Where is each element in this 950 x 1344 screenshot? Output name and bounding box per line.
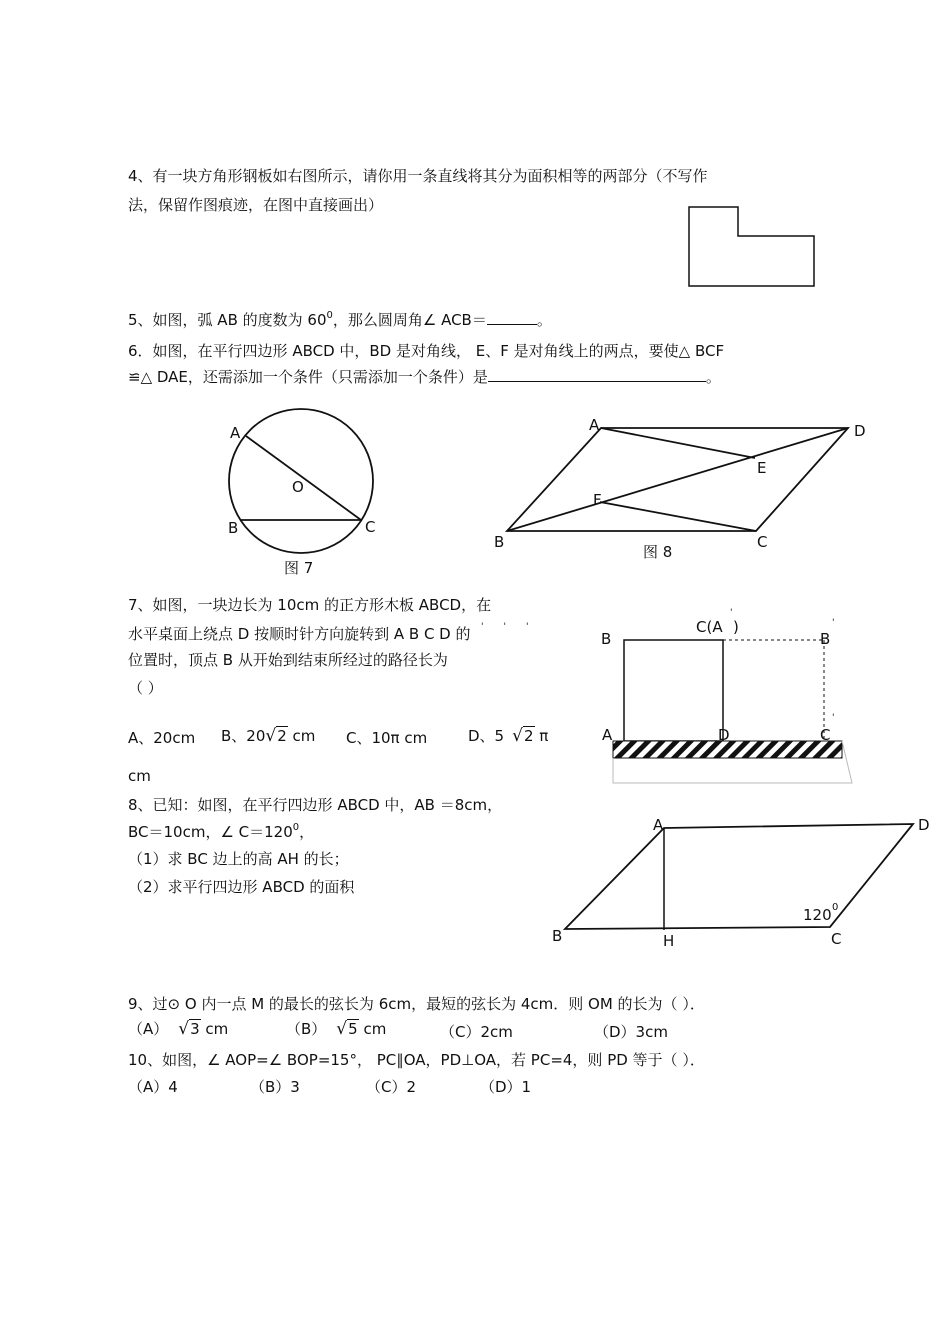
q4-line2: 法，保留作图痕迹，在图中直接画出） (128, 196, 384, 214)
q9-line1: 9、过⊙ O 内一点 M 的最长的弦长为 6cm，最短的弦长为 4cm．则 OM 的长为（ ）． (128, 995, 705, 1013)
q7-label-ca: C(A (696, 618, 723, 636)
q8-parallelogram (565, 824, 913, 929)
q8-label-b: B (552, 927, 563, 945)
q7-label-b: B (601, 630, 612, 648)
fig8-label-a: A (589, 416, 600, 434)
q10-option-d: （D）1 (480, 1078, 532, 1096)
q6-line1: 6．如图，在平行四边形 ABCD 中，BD 是对角线， E、F 是对角线上的两点，要使△ BCF (128, 342, 725, 360)
q8-line4: （2）求平行四边形 ABCD 的面积 (128, 878, 355, 896)
q8-label-c: C (831, 930, 842, 948)
fig8-caption: 图 8 (643, 543, 673, 561)
q5-sup: 0 (326, 310, 333, 321)
q7-option-a: A、20cm (128, 729, 196, 747)
q8-label-angle-sup: 0 (832, 902, 839, 913)
q8-line1: 8、已知：如图，在平行四边形 ABCD 中，AB ＝8cm， (128, 796, 503, 814)
q7-label-b2: B (820, 630, 831, 648)
q8-label-h: H (663, 932, 675, 950)
q8-label-a: A (653, 816, 664, 834)
q7-primes: ' ' ' (481, 622, 529, 632)
fig8-label-c: C (757, 533, 768, 551)
fig8-label-f: F (593, 491, 602, 509)
fig8-label-d: D (854, 422, 866, 440)
q4-l-shape-plate[interactable] (689, 207, 814, 286)
fig7-caption: 图 7 (284, 559, 314, 577)
q8-label-d: D (918, 816, 930, 834)
q6-line2-end: 。 (705, 368, 721, 386)
q5-post: ，那么圆周角∠ ACB＝ (332, 311, 487, 329)
q9-option-b: （B） √5 cm (286, 1019, 387, 1039)
q7-option-d: D、5 √2 π (468, 726, 549, 746)
q8-label-angle: 120 (803, 906, 832, 924)
q10-option-a: （A）4 (128, 1078, 178, 1096)
q7-label-c2: C (820, 726, 831, 744)
fig7-label-b: B (228, 519, 239, 537)
fig7-label-c: C (365, 518, 376, 536)
q5-pre: 5、如图，弧 AB 的度数为 60 (128, 311, 327, 329)
q8-line3: （1）求 BC 边上的高 AH 的长； (128, 850, 349, 868)
q7-line2: 水平桌面上绕点 D 按顺时针方向旋转到 A B C D 的 (128, 625, 471, 643)
q7-line3: 位置时，顶点 B 从开始到结束所经过的路径长为 (128, 651, 448, 669)
q9-option-c: （C）2cm (440, 1023, 513, 1041)
q10-option-c: （C）2 (366, 1078, 417, 1096)
fig8-parallelogram-diagram (494, 416, 866, 561)
q10-option-b: （B）3 (250, 1078, 300, 1096)
q8-parallelogram-diagram (552, 816, 930, 950)
q4-line1: 4、有一块方角形钢板如右图所示，请你用一条直线将其分为面积相等的两部分（不写作 (128, 167, 708, 185)
q9-option-d: （D）3cm (594, 1023, 668, 1041)
q9-option-a: （A） √3 cm (128, 1019, 229, 1039)
q7-option-b: B、20√2 cm (221, 726, 316, 746)
q8-line2: BC＝10cm，∠ $C=120^0$， (128, 822, 315, 841)
q7-prime-c: ' (832, 713, 835, 723)
q7-square-abcd (624, 640, 723, 741)
q7-line1: 7、如图，一块边长为 10cm 的正方形木板 ABCD，在 (128, 596, 492, 614)
q7-prime-a: ' (730, 608, 733, 618)
q6-line2-pre: ≌△ DAE，还需添加一个条件（只需添加一个条件）是 (128, 368, 488, 386)
q10-line1: 10、如图，∠ AOP=∠ BOP=15°， PC∥OA，PD⊥OA，若 PC=4，则 PD 等于（ ）． (128, 1051, 705, 1069)
q7-label-d: D (718, 726, 730, 744)
q7-label-a: A (602, 726, 613, 744)
q7-line4: （ ） (128, 679, 163, 697)
q5-end: 。 (536, 311, 552, 329)
fig8-label-e: E (757, 459, 767, 477)
q7-prime-b: ' (832, 618, 835, 628)
fig7-label-a: A (230, 424, 241, 442)
fig7-circle-diagram (228, 409, 375, 577)
fig8-segment-ae (601, 428, 755, 458)
fig8-segment-cf (600, 502, 756, 531)
q7-option-c: C、10π cm (346, 729, 428, 747)
q7-label-ca-close: ) (733, 618, 739, 636)
fig7-label-o: O (292, 478, 304, 496)
fig8-label-b: B (494, 533, 505, 551)
q7-option-d-unit: cm (128, 767, 151, 785)
q7-square-rotation-diagram (601, 608, 852, 783)
